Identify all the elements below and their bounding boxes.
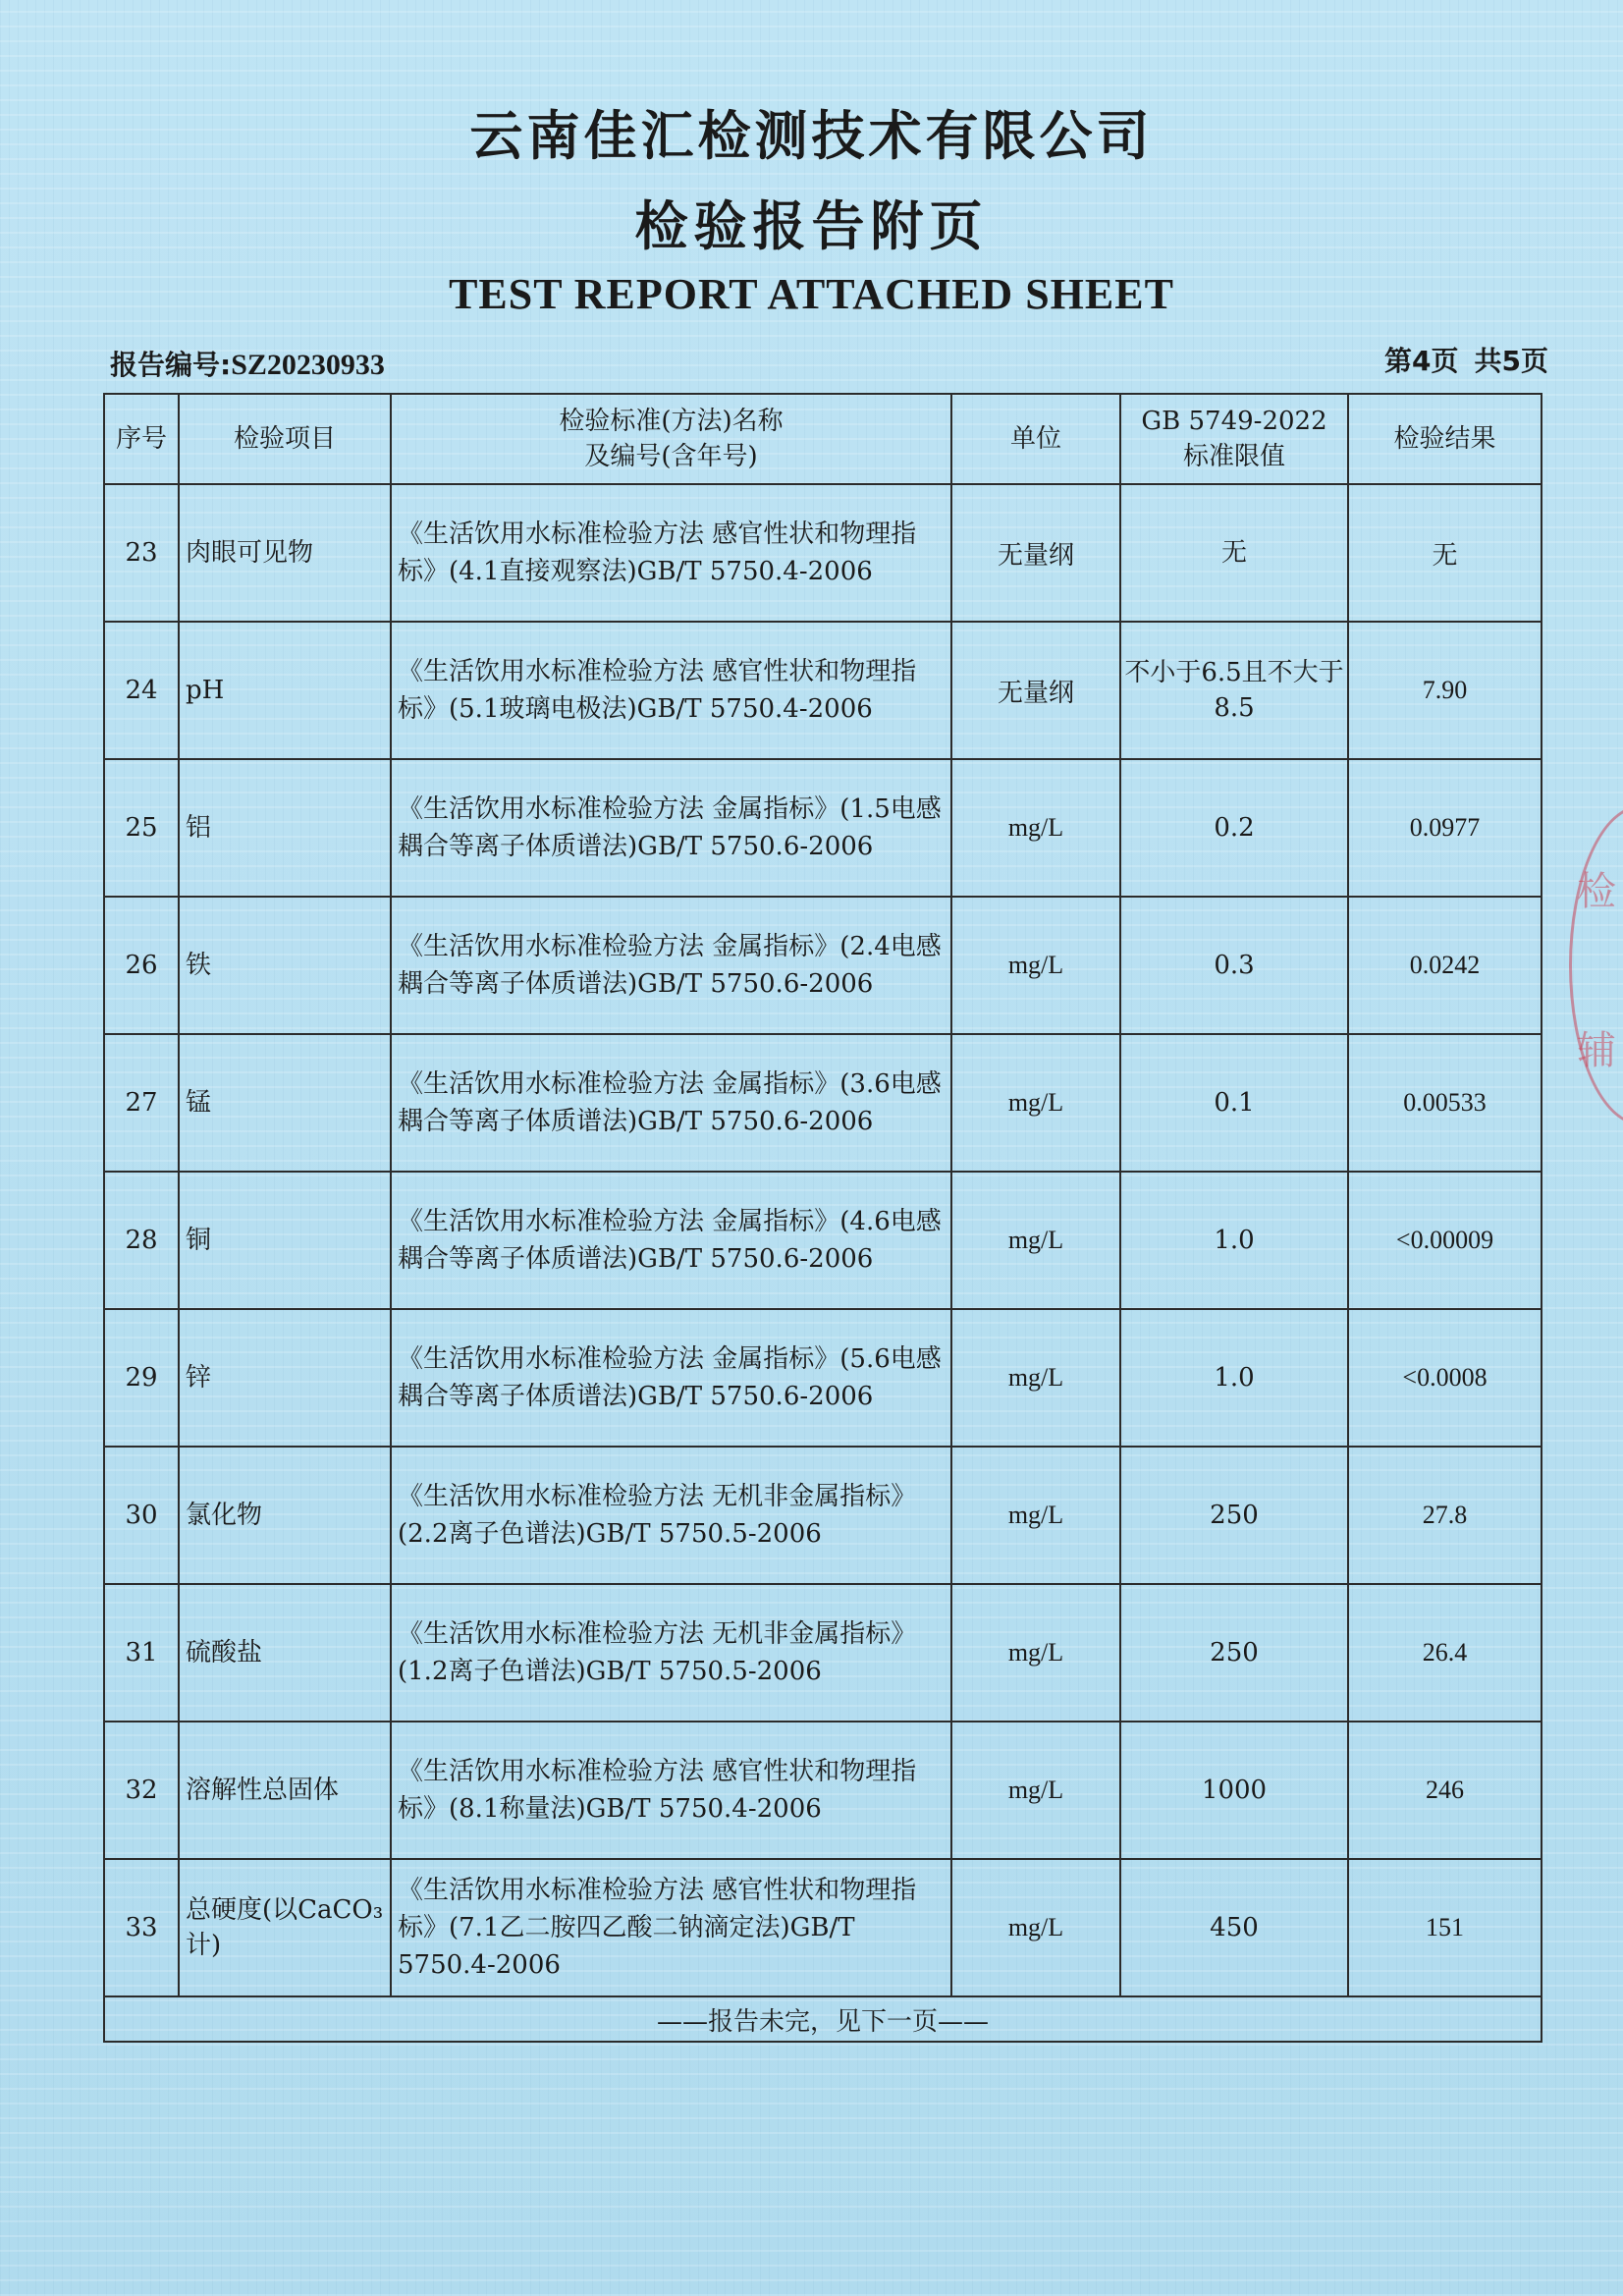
header-limit bbox=[1120, 394, 1348, 484]
cell-no: 25 bbox=[104, 759, 179, 897]
header-method bbox=[391, 394, 951, 484]
table-row bbox=[104, 1859, 1542, 1996]
cell-method: 《生活饮用水标准检验方法 无机非金属指标》(1.2离子色谱法)GB/T 5750.5-2006 bbox=[391, 1584, 951, 1722]
cell-limit: 不小于6.5且不大于8.5 bbox=[1120, 622, 1348, 759]
cell-limit: 0.3 bbox=[1120, 897, 1348, 1034]
cell-no: 26 bbox=[104, 897, 179, 1034]
cell-method: 《生活饮用水标准检验方法 金属指标》(3.6电感耦合等离子体质谱法)GB/T 5750.6-2006 bbox=[391, 1034, 951, 1172]
red-stamp bbox=[1569, 805, 1623, 1125]
cell-no: 23 bbox=[104, 484, 179, 622]
cell-result: 0.00533 bbox=[1348, 1034, 1542, 1172]
cell-limit: 1.0 bbox=[1120, 1172, 1348, 1309]
header-limit-line2: 标准限值 bbox=[1182, 442, 1285, 471]
table-row bbox=[104, 622, 1542, 759]
page-info bbox=[1384, 340, 1548, 379]
cell-no: 33 bbox=[104, 1859, 179, 1996]
cell-limit: 250 bbox=[1120, 1584, 1348, 1722]
cell-item: 铁 bbox=[179, 897, 391, 1034]
cell-unit: mg/L bbox=[951, 1447, 1120, 1584]
cell-limit: 450 bbox=[1120, 1859, 1348, 1996]
cell-result: 0.0242 bbox=[1348, 897, 1542, 1034]
header-item: 检验项目 bbox=[179, 394, 391, 484]
cell-result: <0.0008 bbox=[1348, 1309, 1542, 1447]
table-row bbox=[104, 1447, 1542, 1584]
cell-unit: 无量纲 bbox=[951, 484, 1120, 622]
cell-result: 无 bbox=[1348, 484, 1542, 622]
header-unit: 单位 bbox=[951, 394, 1120, 484]
stamp-char-2: 辅 bbox=[1577, 1028, 1616, 1073]
cell-result: 246 bbox=[1348, 1722, 1542, 1859]
company-name: 云南佳汇检测技术有限公司 bbox=[469, 105, 1154, 167]
report-number-label: 报告编号: bbox=[110, 349, 232, 381]
cell-method: 《生活饮用水标准检验方法 感官性状和物理指标》(7.1乙二胺四乙酸二钠滴定法)GB/T 5750.4-2006 bbox=[391, 1859, 951, 1996]
cell-item: 溶解性总固体 bbox=[179, 1722, 391, 1859]
cell-method: 《生活饮用水标准检验方法 无机非金属指标》(2.2离子色谱法)GB/T 5750.5-2006 bbox=[391, 1447, 951, 1584]
cell-no: 24 bbox=[104, 622, 179, 759]
cell-item: 铝 bbox=[179, 759, 391, 897]
cell-limit: 无 bbox=[1120, 484, 1348, 622]
header-no: 序号 bbox=[104, 394, 179, 484]
table-row bbox=[104, 1309, 1542, 1447]
table-row bbox=[104, 484, 1542, 622]
table-footer-row bbox=[104, 1996, 1542, 2042]
cell-result: 7.90 bbox=[1348, 622, 1542, 759]
cell-no: 27 bbox=[104, 1034, 179, 1172]
cell-item: pH bbox=[179, 622, 391, 759]
cell-no: 31 bbox=[104, 1584, 179, 1722]
cell-method: 《生活饮用水标准检验方法 金属指标》(1.5电感耦合等离子体质谱法)GB/T 5750.6-2006 bbox=[391, 759, 951, 897]
cell-method: 《生活饮用水标准检验方法 金属指标》(4.6电感耦合等离子体质谱法)GB/T 5750.6-2006 bbox=[391, 1172, 951, 1309]
cell-unit: mg/L bbox=[951, 897, 1120, 1034]
cell-limit: 0.2 bbox=[1120, 759, 1348, 897]
cell-limit: 1000 bbox=[1120, 1722, 1348, 1859]
cell-result: <0.00009 bbox=[1348, 1172, 1542, 1309]
cell-limit: 1.0 bbox=[1120, 1309, 1348, 1447]
cell-item: 氯化物 bbox=[179, 1447, 391, 1584]
cell-no: 29 bbox=[104, 1309, 179, 1447]
cell-unit: mg/L bbox=[951, 1034, 1120, 1172]
report-number-value: SZ20230933 bbox=[231, 349, 385, 381]
cell-item: 铜 bbox=[179, 1172, 391, 1309]
cell-result: 151 bbox=[1348, 1859, 1542, 1996]
english-title: TEST REPORT ATTACHED SHEET bbox=[449, 270, 1174, 318]
table-row bbox=[104, 897, 1542, 1034]
cell-item: 硫酸盐 bbox=[179, 1584, 391, 1722]
table-row bbox=[104, 1172, 1542, 1309]
report-subtitle: 检验报告附页 bbox=[634, 195, 989, 257]
table-row bbox=[104, 1584, 1542, 1722]
cell-method: 《生活饮用水标准检验方法 感官性状和物理指标》(5.1玻璃电极法)GB/T 5750.4-2006 bbox=[391, 622, 951, 759]
cell-unit: mg/L bbox=[951, 1172, 1120, 1309]
cell-item: 肉眼可见物 bbox=[179, 484, 391, 622]
cell-limit: 250 bbox=[1120, 1447, 1348, 1584]
cell-unit: mg/L bbox=[951, 759, 1120, 897]
report-number bbox=[110, 344, 385, 383]
cell-no: 32 bbox=[104, 1722, 179, 1859]
cell-item: 锌 bbox=[179, 1309, 391, 1447]
continued-note: ——报告未完，见下一页—— bbox=[104, 1996, 1542, 2042]
table-row bbox=[104, 1034, 1542, 1172]
stamp-char-1: 检 bbox=[1577, 869, 1616, 914]
cell-no: 30 bbox=[104, 1447, 179, 1584]
results-table bbox=[103, 393, 1542, 2043]
cell-unit: mg/L bbox=[951, 1309, 1120, 1447]
cell-result: 27.8 bbox=[1348, 1447, 1542, 1584]
cell-item: 总硬度(以CaCO₃计) bbox=[179, 1859, 391, 1996]
page-total: 共5页 bbox=[1474, 345, 1548, 377]
cell-method: 《生活饮用水标准检验方法 感官性状和物理指标》(8.1称量法)GB/T 5750.4-2006 bbox=[391, 1722, 951, 1859]
cell-method: 《生活饮用水标准检验方法 感官性状和物理指标》(4.1直接观察法)GB/T 5750.4-2006 bbox=[391, 484, 951, 622]
cell-result: 0.0977 bbox=[1348, 759, 1542, 897]
cell-result: 26.4 bbox=[1348, 1584, 1542, 1722]
cell-unit: mg/L bbox=[951, 1859, 1120, 1996]
cell-unit: 无量纲 bbox=[951, 622, 1120, 759]
cell-item: 锰 bbox=[179, 1034, 391, 1172]
cell-limit: 0.1 bbox=[1120, 1034, 1348, 1172]
table-row bbox=[104, 1722, 1542, 1859]
cell-method: 《生活饮用水标准检验方法 金属指标》(2.4电感耦合等离子体质谱法)GB/T 5750.6-2006 bbox=[391, 897, 951, 1034]
header-result: 检验结果 bbox=[1348, 394, 1542, 484]
table-row bbox=[104, 759, 1542, 897]
table-header-row bbox=[104, 394, 1542, 484]
header-method-line2: 及编号(含年号) bbox=[584, 442, 758, 471]
page-number: 第4页 bbox=[1384, 345, 1459, 377]
cell-method: 《生活饮用水标准检验方法 金属指标》(5.6电感耦合等离子体质谱法)GB/T 5750.6-2006 bbox=[391, 1309, 951, 1447]
header-limit-line1: GB 5749-2022 bbox=[1141, 407, 1327, 436]
cell-no: 28 bbox=[104, 1172, 179, 1309]
cell-unit: mg/L bbox=[951, 1722, 1120, 1859]
cell-unit: mg/L bbox=[951, 1584, 1120, 1722]
header-method-line1: 检验标准(方法)名称 bbox=[559, 407, 784, 436]
